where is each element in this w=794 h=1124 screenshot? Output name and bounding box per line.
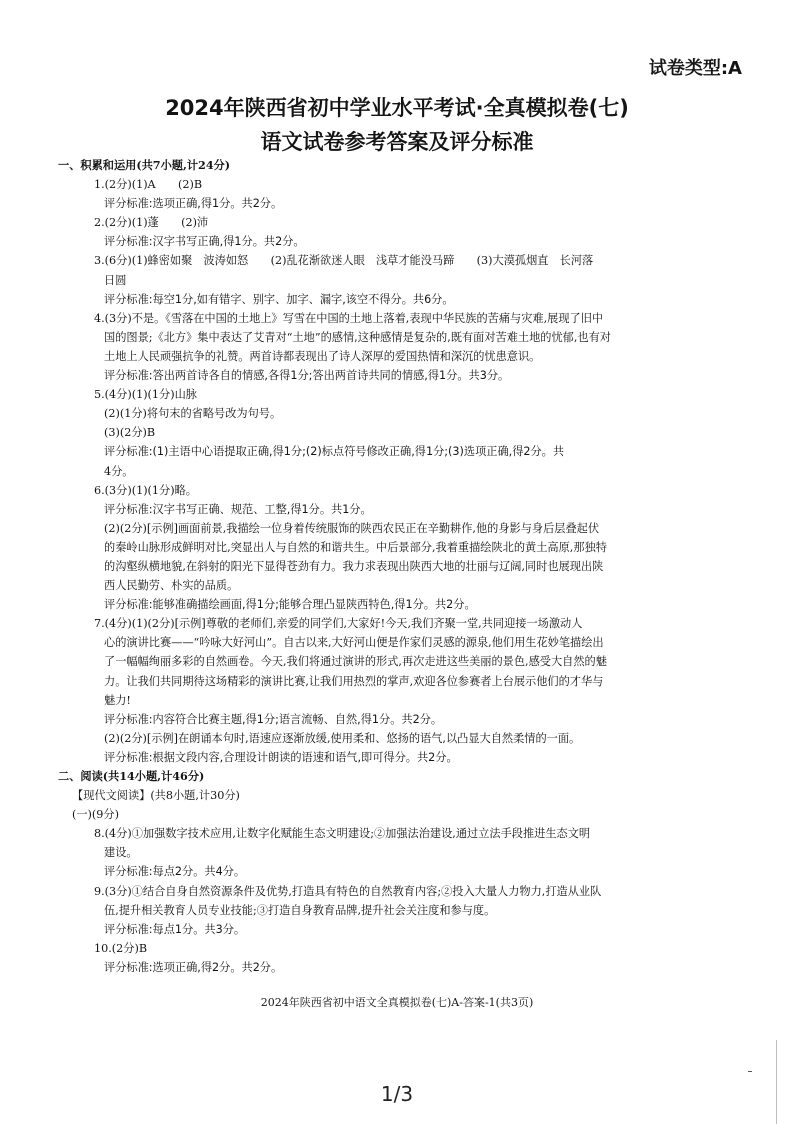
page-indicator: 1/3 (380, 1082, 414, 1106)
scoring-standard-line: 评分标准:能够准确描绘画面,得1分;能够合理凸显陕西特色,得1分。共2分。 (104, 598, 476, 612)
scoring-standard-line: 评分标准:汉字书写正确,得1分。共2分。 (104, 235, 305, 249)
answer-line: 8.(4分)①加强数字技术应用,让数字化赋能生态文明建设;②加强法治建设,通过立法手段推进生态文明 (94, 827, 591, 841)
subsection-heading: 【现代文阅读】(共8小题,计30分) (72, 789, 240, 803)
section-heading: 二、阅读(共14小题,计46分) (58, 769, 205, 783)
answer-line: (2)(1分)将句末的省略号改为句号。 (104, 407, 282, 421)
answer-line: 魅力! (104, 693, 131, 707)
answer-line: 国的图景;《北方》集中表达了艾青对“土地”的感情,这种感情是复杂的,既有面对苦难土地的忧郁,也有对 (104, 330, 611, 344)
answer-line: (2)(2分)[示例]画面前景,我描绘一位身着传统服饰的陕西农民正在辛勤耕作,他的身影与身后层叠起伏 (104, 521, 600, 535)
scan-edge-line (776, 1040, 777, 1124)
answer-body (58, 156, 726, 977)
answer-line: (3)(2分)B (104, 426, 156, 440)
page-subtitle: 语文试卷参考答案及评分标准 (260, 130, 534, 154)
scoring-standard-line: 评分标准:选项正确,得2分。共2分。 (104, 960, 283, 974)
scoring-standard-line: 评分标准:(1)主语中心语提取正确,得1分;(2)标点符号修改正确,得1分;(3)选项正确,得2分。共 (104, 445, 565, 459)
scoring-standard-line: 评分标准:答出两首诗各自的情感,各得1分;答出两首诗共同的情感,得1分。共3分。 (104, 369, 510, 383)
scoring-standard-line: 评分标准:汉字书写正确、规范、工整,得1分。共1分。 (104, 502, 372, 516)
answer-line: 10.(2分)B (94, 941, 148, 955)
answer-line: 1.(2分)(1)A (2)B (94, 178, 203, 192)
scoring-standard-line: 评分标准:选项正确,得1分。共2分。 (104, 197, 283, 211)
paper-type-label: 试卷类型:A (648, 58, 742, 79)
answer-line: 的沟壑纵横地貌,在斜射的阳光下显得苍劲有力。我力求表现出陕西大地的壮丽与辽阔,同时也展现出陕 (104, 559, 604, 573)
answer-line: 了一幅幅绚丽多彩的自然画卷。今天,我们将通过演讲的形式,再次走进这些美丽的景色,感受大自然的魅 (104, 655, 607, 669)
answer-line: 6.(3分)(1)(1分)略。 (94, 483, 197, 497)
answer-line: 心的演讲比赛——“吟咏大好河山”。自古以来,大好河山便是作家们灵感的源泉,他们用生花妙笔描绘出 (104, 636, 604, 650)
page-footer: 2024年陕西省初中语文全真模拟卷(七)A-答案-1(共3页) (260, 996, 534, 1009)
answer-line: (2)(2分)[示例]在朗诵本句时,语速应逐渐放缓,使用柔和、悠扬的语气,以凸显大自然柔情的一面。 (104, 731, 581, 745)
answer-line: 7.(4分)(1)(2分)[示例]尊敬的老师们,亲爱的同学们,大家好!今天,我们齐聚一堂,共同迎接一场激动人 (94, 617, 583, 631)
answer-line: 西人民勤劳、朴实的品质。 (104, 579, 239, 593)
answer-line: 的秦岭山脉形成鲜明对比,突显出人与自然的和谐共生。中后景部分,我着重描绘陕北的黄土高原,那独特 (104, 540, 607, 554)
answer-line: 4.(3分)不是。《雪落在中国的土地上》写雪在中国的土地上落着,表现中华民族的苦痛与灾难,展现了旧中 (94, 311, 604, 325)
answer-line: 5.(4分)(1)(1分)山脉 (94, 388, 197, 402)
answer-line: 力。让我们共同期待这场精彩的演讲比赛,让我们用热烈的掌声,欢迎各位参赛者上台展示他们的才华与 (104, 674, 604, 688)
answer-line: 日圆 (104, 273, 127, 287)
answer-line: 9.(3分)①结合自身自然资源条件及优势,打造具有特色的自然教育内容;②投入大量人力物力,打造从业队 (94, 884, 602, 898)
answer-line: 土地上人民顽强抗争的礼赞。两首诗都表现出了诗人深厚的爱国热情和深沉的忧患意识。 (104, 349, 541, 363)
subsection-heading: (一)(9分) (72, 808, 119, 822)
page-title: 2024年陕西省初中学业水平考试·全真模拟卷(七) (165, 96, 629, 120)
scan-mark (748, 1071, 752, 1072)
scoring-standard-line: 评分标准:内容符合比赛主题,得1分;语言流畅、自然,得1分。共2分。 (104, 712, 443, 726)
answer-line: 4分。 (104, 464, 134, 478)
scoring-standard-line: 评分标准:每点2分。共4分。 (104, 865, 246, 879)
answer-line: 建设。 (104, 846, 138, 860)
answer-line: 3.(6分)(1)蜂密如聚 波涛如怒 (2)乱花渐欲迷人眼 浅草才能没马蹄 (3)大漠孤烟直 长河落 (94, 254, 594, 268)
section-heading: 一、积累和运用(共7小题,计24分) (58, 158, 231, 172)
scoring-standard-line: 评分标准:每点1分。共3分。 (104, 922, 246, 936)
scoring-standard-line: 评分标准:根据文段内容,合理设计朗读的语速和语气,即可得分。共2分。 (104, 750, 458, 764)
answer-line: 伍,提升相关教育人员专业技能;③打造自身教育品牌,提升社会关注度和参与度。 (104, 903, 496, 917)
answer-line: 2.(2分)(1)蓬 (2)沛 (94, 216, 209, 230)
scoring-standard-line: 评分标准:每空1分,如有错字、别字、加字、漏字,该空不得分。共6分。 (104, 292, 454, 306)
